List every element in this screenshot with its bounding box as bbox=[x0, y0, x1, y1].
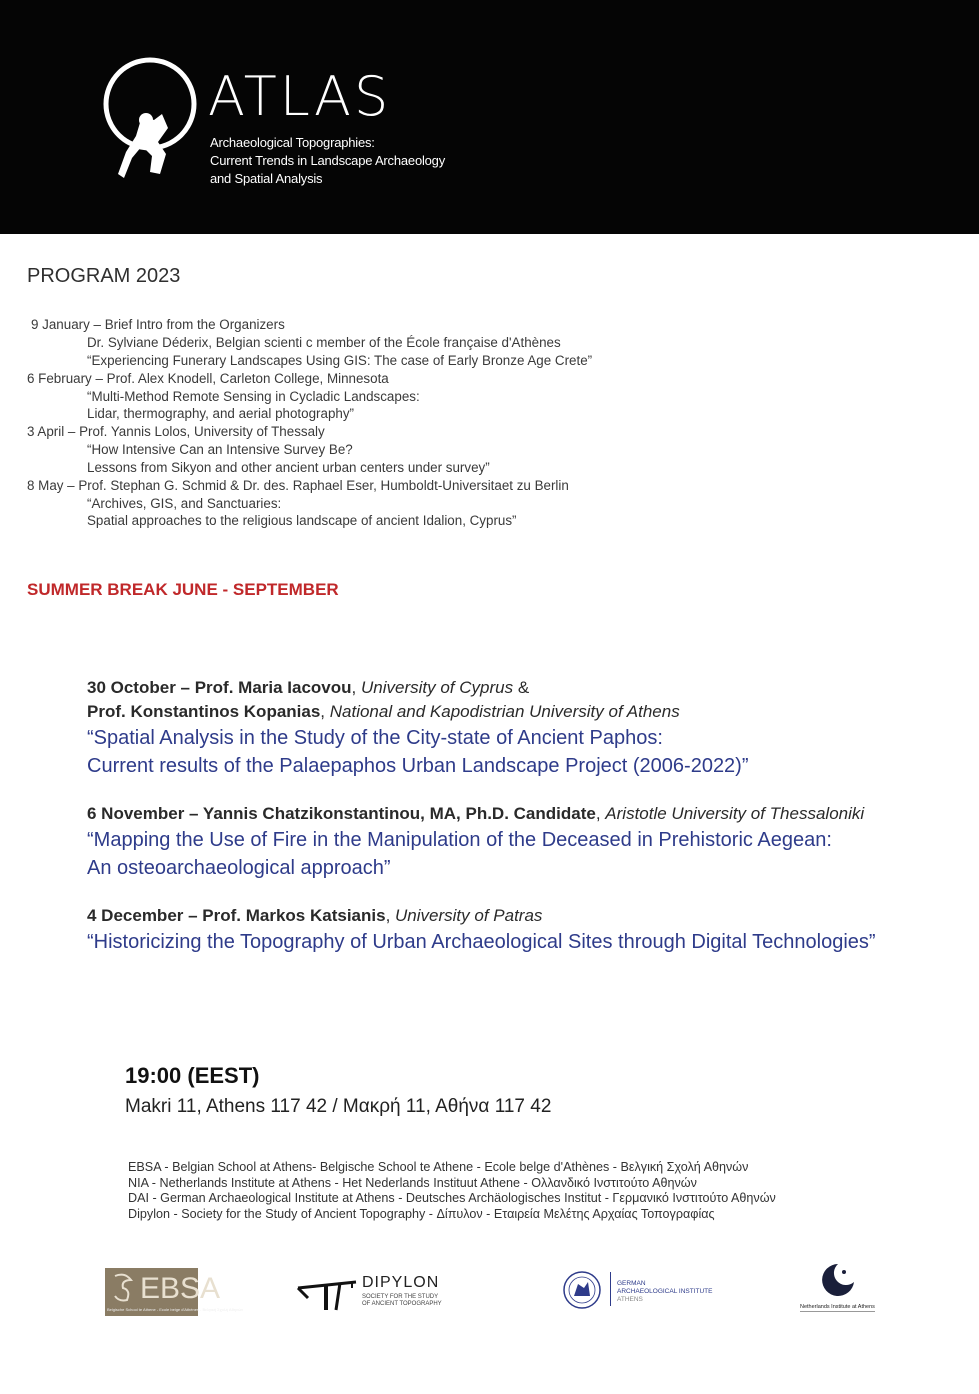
schedule-line: “Archives, GIS, and Sanctuaries: bbox=[87, 496, 282, 511]
schedule-line: 3 April – Prof. Yannis Lolos, University of Thessaly bbox=[27, 424, 325, 439]
separator: , bbox=[385, 906, 396, 925]
ebsa-name: EBSA bbox=[140, 1272, 221, 1305]
talk-title: Current results of the Palaepaphos Urban Landscape Project (2006-2022)” bbox=[87, 755, 749, 777]
schedule-line: Dr. Sylviane Déderix, Belgian scienti c member of the École française d'Athènes bbox=[87, 335, 561, 350]
dai-caption-line: ARCHAEOLOGICAL INSTITUTE bbox=[617, 1288, 713, 1295]
header-banner bbox=[0, 0, 979, 234]
dai-caption-line: GERMAN bbox=[617, 1280, 646, 1287]
partner-logos bbox=[0, 1260, 979, 1360]
schedule-line: 9 January – Brief Intro from the Organizers bbox=[31, 317, 285, 332]
talk-speakers bbox=[87, 676, 749, 700]
dipylon-name: DIPYLON bbox=[362, 1274, 440, 1291]
schedule-line: “Experiencing Funerary Landscapes Using GIS: The case of Early Bronze Age Crete” bbox=[87, 353, 593, 368]
dipylon-caption-line: SOCIETY FOR THE STUDY bbox=[362, 1294, 439, 1300]
talk-title: An osteoarchaeological approach” bbox=[87, 857, 391, 879]
dipylon-gate-icon bbox=[296, 1274, 360, 1312]
dipylon-caption-line: OF ANCIENT TOPOGRAPHY bbox=[362, 1301, 442, 1307]
dipylon-logo bbox=[296, 1272, 466, 1312]
schedule-line: 6 February – Prof. Alex Knodell, Carleton College, Minnesota bbox=[27, 371, 389, 386]
schedule-line: Lessons from Sikyon and other ancient urban centers under survey” bbox=[87, 460, 490, 475]
organization-line: EBSA - Belgian School at Athens- Belgische School te Athene - Ecole belge d'Athènes - Βελγική Σχολή Αθηνών bbox=[128, 1160, 749, 1174]
organization-line: Dipylon - Society for the Study of Ancient Topography - Δίπυλον - Εταιρεία Μελέτης Αρχαίας Τοπογραφίας bbox=[128, 1206, 715, 1221]
atlas-logo-title: ATLAS bbox=[208, 65, 392, 128]
talk-speakers bbox=[87, 802, 864, 826]
speaker-affiliation: University of Cyprus bbox=[360, 678, 514, 697]
summer-break-notice: SUMMER BREAK JUNE - SEPTEMBER bbox=[27, 580, 339, 599]
speaker-affiliation: University of Patras bbox=[395, 906, 543, 925]
speaker-affiliation: National and Kapodistrian University of Athens bbox=[329, 702, 680, 721]
ebsa-emblem-icon bbox=[111, 1272, 137, 1304]
schedule-line: Lidar, thermography, and aerial photography” bbox=[87, 406, 354, 421]
dai-caption bbox=[617, 1280, 712, 1304]
atlas-figure-icon bbox=[102, 46, 212, 191]
speaker-name: 30 October – Prof. Maria Iacovou bbox=[87, 678, 352, 697]
subtitle-line: Current Trends in Landscape Archaeology bbox=[210, 153, 446, 168]
ebsa-logo bbox=[105, 1268, 244, 1316]
separator: , bbox=[351, 678, 361, 697]
organization-line: DAI - German Archaeological Institute at Athens - Deutsches Archäologisches Institut - Γερμανικό Ινστιτούτο Αθηνών bbox=[128, 1191, 776, 1206]
organization-line: NIA - Netherlands Institute at Athens - Het Nederlands Instituut Athene - Ολλανδικό Ινστιτούτο Αθηνών bbox=[128, 1175, 697, 1190]
speaker-affiliation: Aristotle University of Thessaloniki bbox=[605, 804, 865, 823]
speaker-name: Prof. Konstantinos Kopanias bbox=[87, 702, 321, 721]
program-title: PROGRAM 2023 bbox=[27, 265, 181, 287]
nia-name: Netherlands Institute at Athens bbox=[800, 1304, 875, 1310]
talk-speakers bbox=[87, 700, 749, 724]
schedule-line: Spatial approaches to the religious landscape of ancient Idalion, Cyprus” bbox=[87, 513, 517, 528]
dai-logo bbox=[562, 1266, 732, 1316]
separator: , bbox=[320, 702, 330, 721]
speaker-name: 6 November – Yannis Chatzikonstantinou, MA, Ph.D. Candidate bbox=[87, 804, 596, 823]
subtitle-line: Archaeological Topographies: bbox=[210, 135, 375, 150]
dai-caption-line: ATHENS bbox=[617, 1296, 643, 1303]
schedule-line: “Multi-Method Remote Sensing in Cycladic Landscapes: bbox=[87, 389, 420, 404]
separator: , bbox=[595, 804, 606, 823]
schedule-line: 8 May – Prof. Stephan G. Schmid & Dr. des. Raphael Eser, Humboldt-Universitaet zu Berlin bbox=[27, 478, 569, 493]
atlas-subtitle bbox=[210, 134, 445, 188]
ebsa-caption: Belgische School te Athene - Ecole belge d'Athènes - Βελγική Σχολή Αθηνών bbox=[107, 1307, 244, 1312]
talk-entry bbox=[87, 802, 864, 882]
dai-divider bbox=[610, 1272, 611, 1306]
talk-entry bbox=[87, 676, 749, 780]
talk-title: “Historicizing the Topography of Urban Archaeological Sites through Digital Technologies” bbox=[87, 931, 876, 953]
schedule-line: “How Intensive Can an Intensive Survey Be? bbox=[87, 442, 353, 457]
talk-entry bbox=[87, 904, 876, 956]
talk-title: “Spatial Analysis in the Study of the City-state of Ancient Paphos: bbox=[87, 727, 663, 749]
organizations-list bbox=[128, 1160, 776, 1222]
talk-title: “Mapping the Use of Fire in the Manipulation of the Deceased in Prehistoric Aegean: bbox=[87, 829, 832, 851]
talk-speakers bbox=[87, 904, 876, 928]
nia-logo bbox=[800, 1260, 880, 1320]
event-address: Makri 11, Athens 117 42 / Μακρή 11, Αθήνα 117 42 bbox=[125, 1096, 552, 1117]
dipylon-caption bbox=[362, 1294, 442, 1308]
event-time: 19:00 (EEST) bbox=[125, 1063, 260, 1088]
dai-seal-icon bbox=[562, 1270, 602, 1310]
speaker-name: 4 December – Prof. Markos Katsianis bbox=[87, 906, 386, 925]
subtitle-line: and Spatial Analysis bbox=[210, 171, 323, 186]
nia-emblem-icon bbox=[818, 1260, 858, 1300]
separator: & bbox=[513, 678, 530, 697]
